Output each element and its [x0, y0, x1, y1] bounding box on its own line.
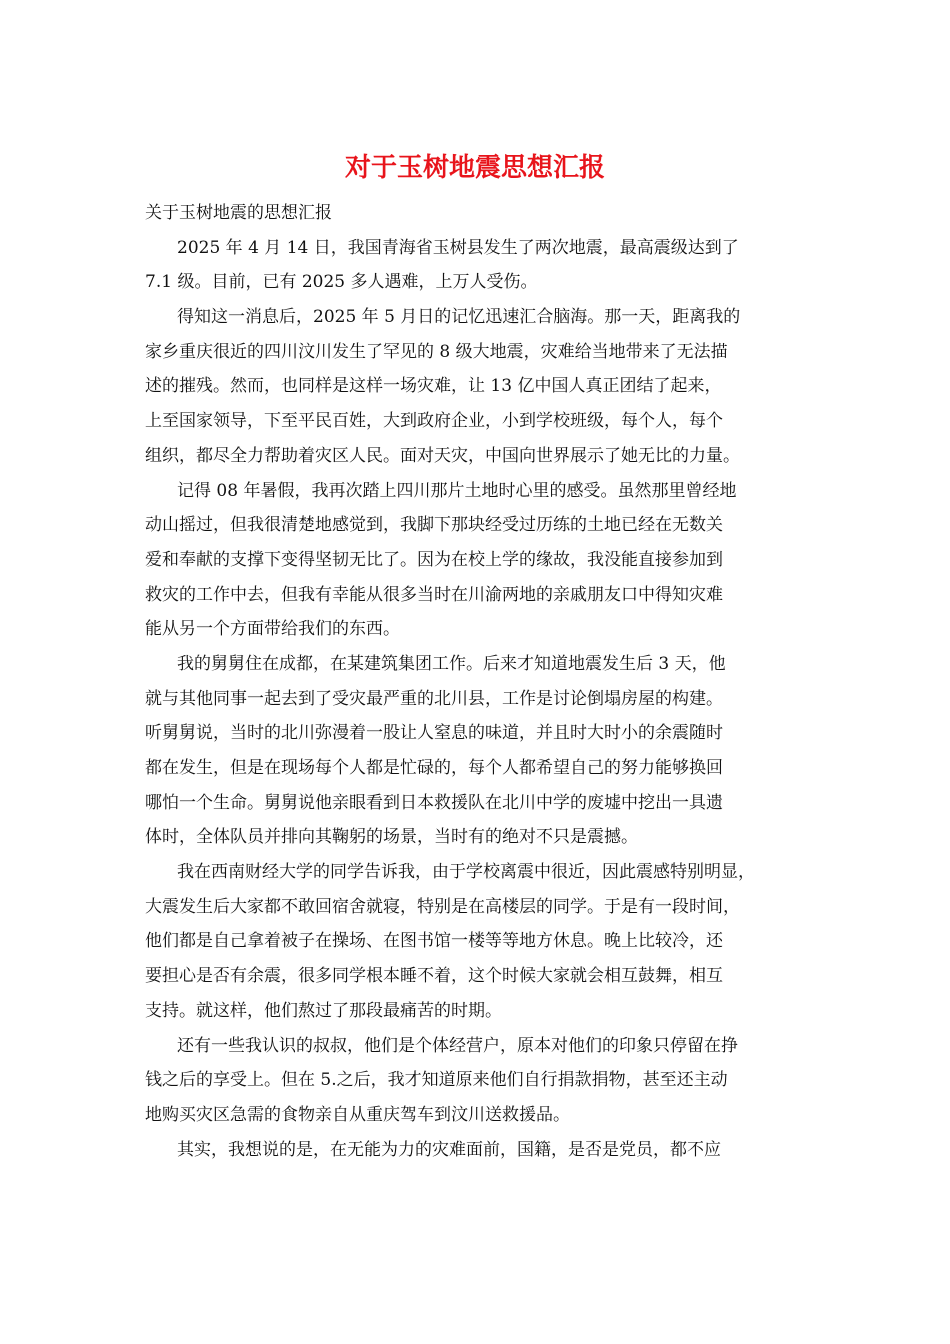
text-line: 地购买灾区急需的食物亲自从重庆驾车到汶川送救援品。	[145, 1104, 570, 1125]
text-line: 就与其他同事一起去到了受灾最严重的北川县，工作是讨论倒塌房屋的构建。	[145, 688, 723, 709]
text-line: 动山摇过，但我很清楚地感觉到，我脚下那块经受过历练的土地已经在无数关	[145, 515, 723, 536]
text-line: 得知这一消息后，2025 年 5 月日的记忆迅速汇合脑海。那一天，距离我的	[177, 307, 741, 328]
text-line: 哪怕一个生命。舅舅说他亲眼看到日本救援队在北川中学的废墟中挖出一具遗	[145, 792, 723, 813]
text-line: 还有一些我认识的叔叔，他们是个体经营户，原本对他们的印象只停留在挣	[177, 1035, 738, 1056]
text-line: 要担心是否有余震，很多同学根本睡不着，这个时候大家就会相互鼓舞，相互	[145, 966, 723, 987]
text-line: 我在西南财经大学的同学告诉我，由于学校离震中很近，因此震感特别明显，	[177, 862, 755, 883]
text-line: 其实，我想说的是，在无能为力的灾难面前，国籍，是否是党员，都不应	[177, 1139, 721, 1160]
document-body	[145, 196, 813, 1167]
text-line: 家乡重庆很近的四川汶川发生了罕见的 8 级大地震，灾难给当地带来了无法描	[145, 341, 728, 362]
text-line: 上至国家领导，下至平民百姓，大到政府企业，小到学校班级，每个人，每个	[145, 411, 723, 432]
text-line: 体时，全体队员并排向其鞠躬的场景，当时有的绝对不只是震撼。	[145, 827, 638, 848]
text-line: 他们都是自己拿着被子在操场、在图书馆一楼等等地方休息。晚上比较冷，还	[145, 931, 723, 952]
text-line: 能从另一个方面带给我们的东西。	[145, 619, 400, 640]
text-line: 钱之后的享受上。但在 5.之后，我才知道原来他们自行捐款捐物，甚至还主动	[145, 1070, 728, 1091]
document-title: 对于玉树地震思想汇报	[344, 153, 605, 183]
text-line: 都在发生，但是在现场每个人都是忙碌的，每个人都希望自己的努力能够换回	[145, 758, 723, 778]
text-line: 述的摧残。然而，也同样是这样一场灾难，让 13 亿中国人真正团结了起来，	[145, 376, 722, 397]
text-line: 组织，都尽全力帮助着灾区人民。面对天灾，中国向世界展示了她无比的力量。	[145, 445, 740, 466]
text-line: 救灾的工作中去，但我有幸能从很多当时在川渝两地的亲戚朋友口中得知灾难	[145, 584, 723, 605]
text-line: 爱和奉献的支撑下变得坚韧无比了。因为在校上学的缘故，我没能直接参加到	[145, 549, 723, 570]
text-line: 我的舅舅住在成都，在某建筑集团工作。后来才知道地震发生后 3 天，他	[177, 653, 726, 674]
text-line: 大震发生后大家都不敢回宿舍就寝，特别是在高楼层的同学。于是有一段时间，	[145, 896, 740, 917]
text-line: 记得 08 年暑假，我再次踏上四川那片土地时心里的感受。虽然那里曾经地	[177, 480, 737, 501]
text-line: 支持。就这样，他们熬过了那段最痛苦的时期。	[145, 1000, 502, 1021]
text-line: 关于玉树地震的思想汇报	[145, 203, 332, 223]
text-line: 听舅舅说，当时的北川弥漫着一股让人窒息的味道，并且时大时小的余震随时	[145, 723, 723, 744]
text-line: 2025 年 4 月 14 日，我国青海省玉树县发生了两次地震，最高震级达到了	[177, 237, 739, 258]
text-line: 7.1 级。目前，已有 2025 多人遇难，上万人受伤。	[145, 272, 538, 293]
